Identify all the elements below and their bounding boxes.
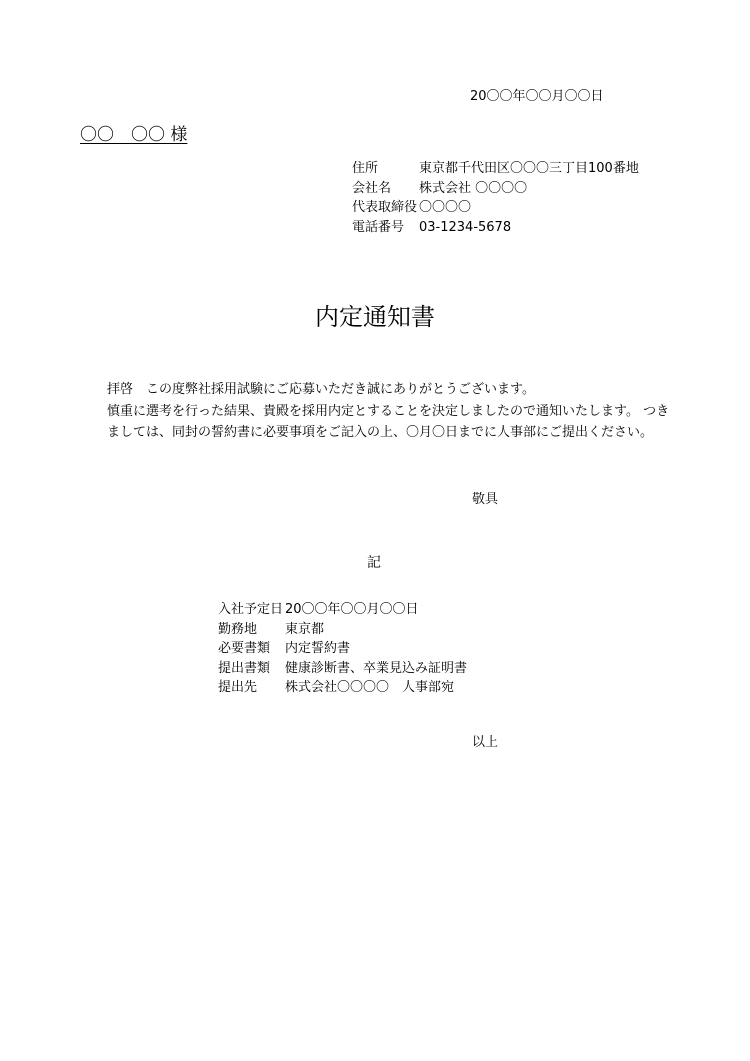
details-block [218,600,467,698]
detail-label: 提出先 [218,680,258,695]
sender-label: 住所 [352,161,379,176]
detail-label: 必要書類 [218,641,271,656]
sender-value: 03-1234-5678 [419,219,512,235]
detail-row-required-docs [218,639,467,659]
detail-row-start-date [218,600,467,620]
detail-value: 20〇〇年〇〇月〇〇日 [285,602,419,617]
sender-address-row [352,159,639,179]
sender-label: 電話番号 [352,219,405,235]
detail-label: 提出書類 [218,660,271,676]
detail-value: 東京都 [285,621,325,637]
sender-block [352,159,639,237]
sender-label: 会社名 [352,180,392,196]
detail-label: 勤務地 [218,621,258,637]
sender-representative-row [352,198,639,218]
end-mark: 以上 [472,735,499,750]
body-text [107,379,670,444]
sender-phone-row [352,218,639,238]
sender-value: 〇〇〇〇 [419,200,472,215]
sender-value: 株式会社 〇〇〇〇 [419,180,528,196]
detail-value: 健康診断書、卒業見込み証明書 [285,660,468,676]
sender-label: 代表取締役 [352,200,418,215]
document-date: 20〇〇年〇〇月〇〇日 [470,89,604,104]
ki-heading: 記 [367,555,381,571]
body-line: 拝啓 この度弊社採用試験にご応募いただき誠にありがとうございます。 [107,382,535,397]
document-title: 内定通知書 [315,303,435,331]
detail-value: 株式会社〇〇〇〇 人事部宛 [285,680,455,695]
recipient-name: 〇〇 〇〇 様 [80,125,188,145]
detail-row-workplace [218,620,467,640]
body-line: ましては、同封の誓約書に必要事項をご記入の上、〇月〇日までに人事部にご提出ください。 [107,425,654,440]
detail-value: 内定誓約書 [285,641,351,656]
detail-row-submit-to [218,678,467,698]
sender-value: 東京都千代田区〇〇〇三丁目100番地 [419,161,639,176]
closing-phrase: 敬具 [472,492,499,507]
detail-label: 入社予定日 [218,602,284,617]
sender-company-row [352,179,639,199]
body-line: 慎重に選考を行った結果、貴殿を採用内定とすることを決定しましたので通知いたします。 つき [107,403,670,419]
detail-row-submission-docs [218,659,467,679]
